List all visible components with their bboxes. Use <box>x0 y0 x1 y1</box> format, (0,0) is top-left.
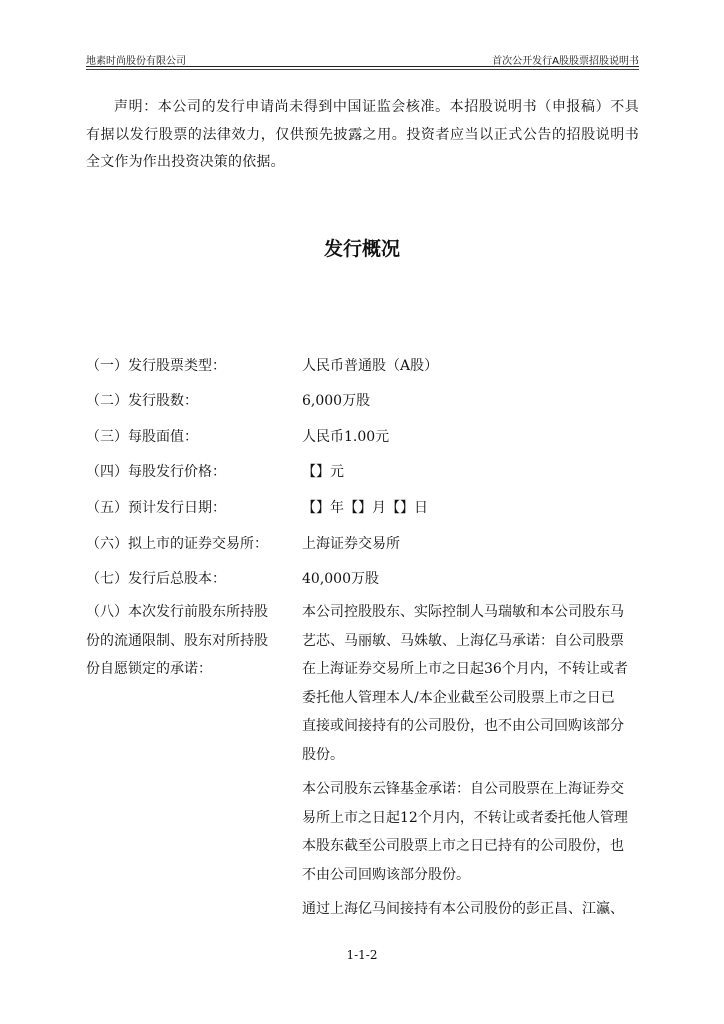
item-label: （四）每股发行价格： <box>86 464 226 480</box>
item-label: （六）拟上市的证券交易所： <box>86 536 268 552</box>
item-value <box>302 598 639 930</box>
item-label: （一）发行股票类型： <box>86 358 226 374</box>
header-doc-title: 首次公开发行A股股票招股说明书 <box>492 56 639 67</box>
item-value: 6,000万股 <box>302 393 371 409</box>
item-label: （七）发行后总股本： <box>86 571 226 587</box>
disclaimer-notice: 声明：本公司的发行申请尚未得到中国证监会核准。本招股说明书（申报稿）不具有据以发行股票的法律效力，仅供预先披露之用。投资者应当以正式公告的招股说明书全文作为作出投资决策的依据。 <box>86 99 639 170</box>
item-value: 40,000万股 <box>302 571 379 587</box>
item-label: （五）预计发行日期： <box>86 500 226 516</box>
item-value: 【】年【】月【】日 <box>302 500 428 516</box>
commitment-paragraph: 通过上海亿马间接持有本公司股份的彭正昌、江瀛、 <box>302 901 624 917</box>
commitment-paragraph: 本公司股东云锋基金承诺：自公司股票在上海证券交 易所上市之日起12个月内，不转让或者委托他人管理 本股东截至公司股票上市之日已持有的公司股份，也 不由公司回购该部分股份。 <box>302 781 628 883</box>
item-value: 【】元 <box>302 464 344 480</box>
item-label: （二）发行股数： <box>86 393 198 409</box>
page-header <box>86 50 639 67</box>
item-value: 人民币普通股（A股） <box>302 358 439 374</box>
item-value: 人民币1.00元 <box>302 429 390 445</box>
item-value: 上海证券交易所 <box>302 536 400 552</box>
page-number: 1-1-2 <box>346 948 378 962</box>
section-title: 发行概况 <box>323 238 400 260</box>
item-label: （三）每股面值： <box>86 429 198 445</box>
item-label: （八）本次发行前股东所持股 份的流通限制、股东对所持股 份自愿锁定的承诺： <box>86 604 268 677</box>
commitment-paragraph: 本公司控股股东、实际控制人马瑞敏和本公司股东马 艺芯、马丽敏、马姝敏、上海亿马承诺：自公司股票 在上海证券交易所上市之日起36个月内，不转让或者 委托他人管理本人/本企业截至公司股票上市之日已 直接或间接持有的公司股份，也不由公司回购该部分 股份。 <box>302 604 628 763</box>
header-divider <box>86 69 639 70</box>
header-company: 地素时尚股份有限公司 <box>86 56 186 67</box>
